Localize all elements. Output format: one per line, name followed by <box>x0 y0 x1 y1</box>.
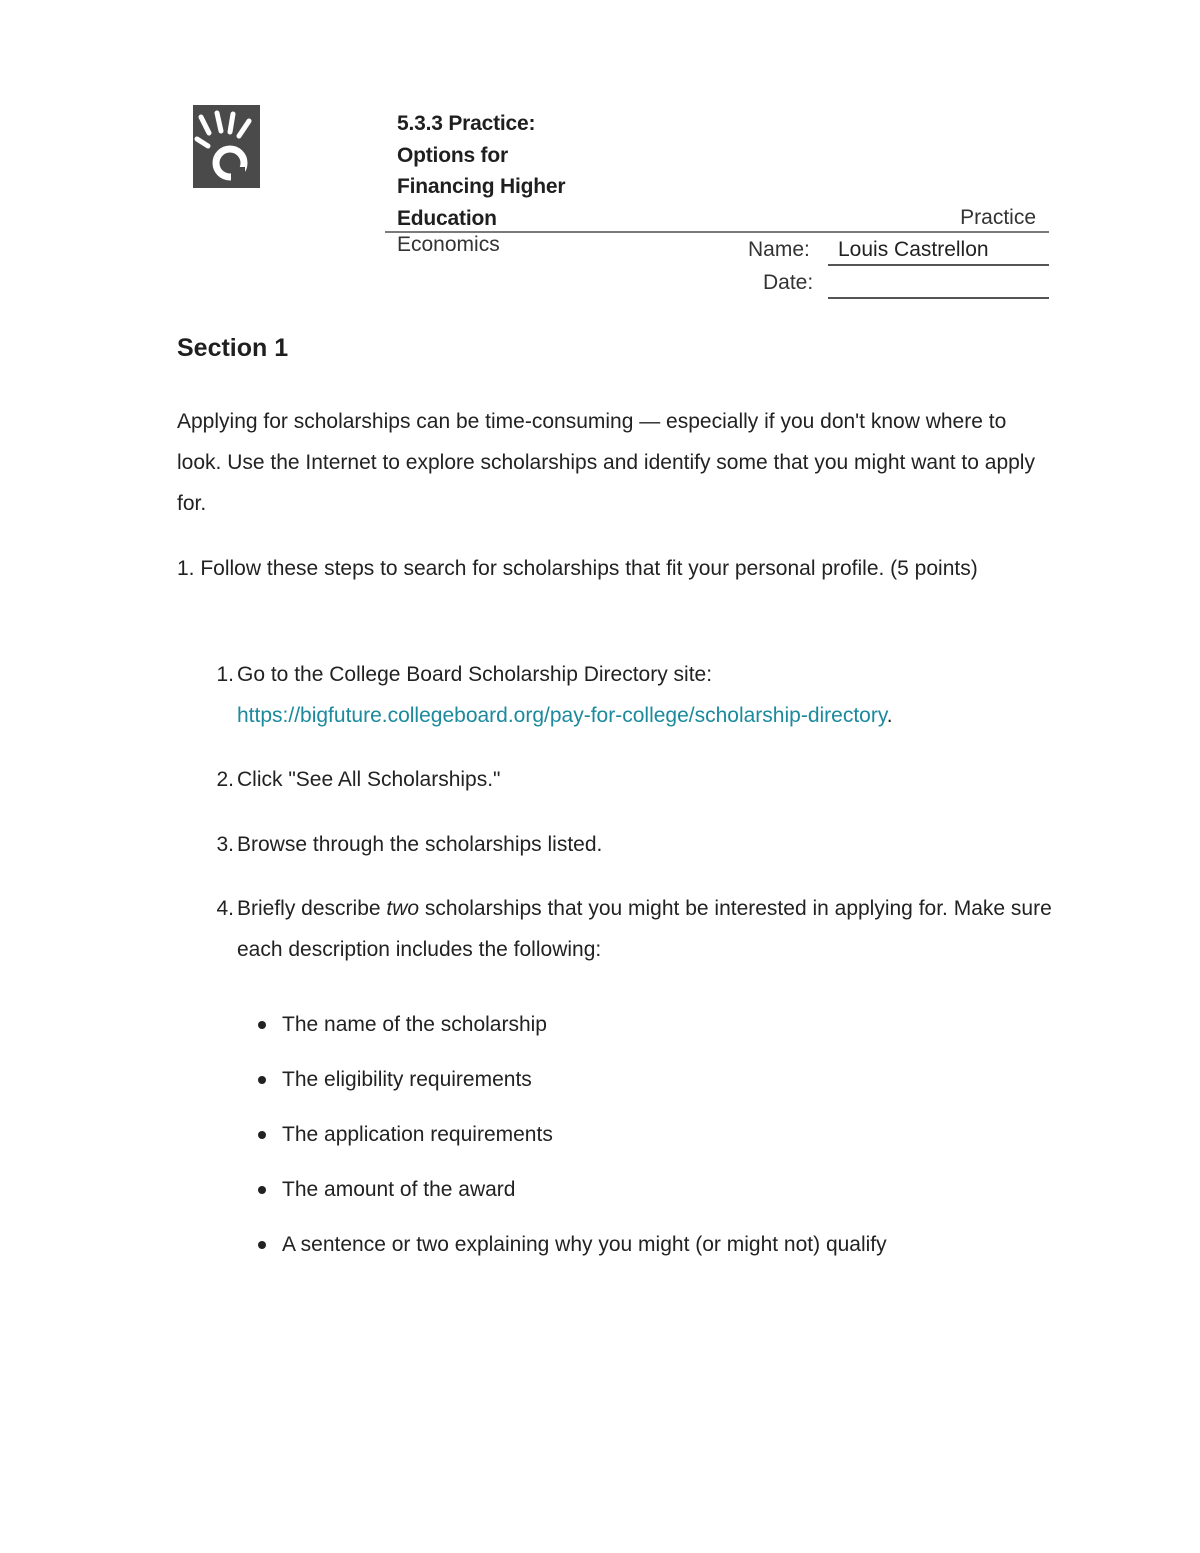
step-text: Browse through the scholarships listed. <box>237 833 603 856</box>
question-1: 1. Follow these steps to search for scholarships that fit your personal profile. (5 points) <box>177 557 978 580</box>
date-label: Date: <box>763 271 814 294</box>
bullet-dot-icon <box>258 1131 266 1139</box>
bullet-dot-icon <box>258 1021 266 1029</box>
date-underline <box>828 297 1049 299</box>
step-text-after: scholarships that you might be interested in applying for. Make sure each description includes the following: <box>237 897 1052 961</box>
step-number: 2. <box>216 768 234 791</box>
step-text: Click "See All Scholarships." <box>237 768 501 791</box>
bullet-dot-icon <box>258 1076 266 1084</box>
title-line: 5.3.3 Practice: <box>397 112 536 135</box>
sun-burst-logo-icon <box>193 105 260 188</box>
step-text-before: Briefly describe <box>237 897 387 920</box>
bullet-text: The application requirements <box>282 1123 553 1146</box>
course-label: Economics <box>397 233 500 256</box>
name-label: Name: <box>748 238 810 261</box>
step-text <box>237 888 1057 970</box>
title-line: Financing Higher <box>397 175 566 198</box>
doc-type-label: Practice <box>960 206 1036 229</box>
bullet-text: The name of the scholarship <box>282 1013 547 1036</box>
step-number: 3. <box>216 833 234 856</box>
title-line: Options for <box>397 143 508 167</box>
step-text-period: . <box>886 704 893 727</box>
bullet-text: A sentence or two explaining why you might (or might not) qualify <box>282 1233 887 1256</box>
bullet-dot-icon <box>258 1241 266 1249</box>
intro-paragraph: Applying for scholarships can be time-consuming — especially if you don't know where to look. Use the Internet to explore scholarships and identify some that you might want to apply for. <box>177 410 1035 515</box>
step-number: 4. <box>216 897 234 920</box>
title-block <box>397 108 1047 234</box>
section-heading: Section 1 <box>177 334 289 362</box>
step-text <box>237 654 1057 736</box>
step-number: 1. <box>216 663 234 686</box>
bullet-dot-icon <box>258 1186 266 1194</box>
name-underline <box>828 264 1049 266</box>
name-field[interactable]: Louis Castrellon <box>838 238 989 261</box>
scholarship-directory-link[interactable]: https://bigfuture.collegeboard.org/pay-for-college/scholarship-directory <box>237 704 887 727</box>
step-text-main: Go to the College Board Scholarship Directory site: <box>237 663 713 686</box>
step-text-emphasis: two <box>386 897 420 920</box>
title-line: Education <box>397 206 497 230</box>
bullet-text: The eligibility requirements <box>282 1068 532 1091</box>
bullet-text: The amount of the award <box>282 1178 516 1201</box>
